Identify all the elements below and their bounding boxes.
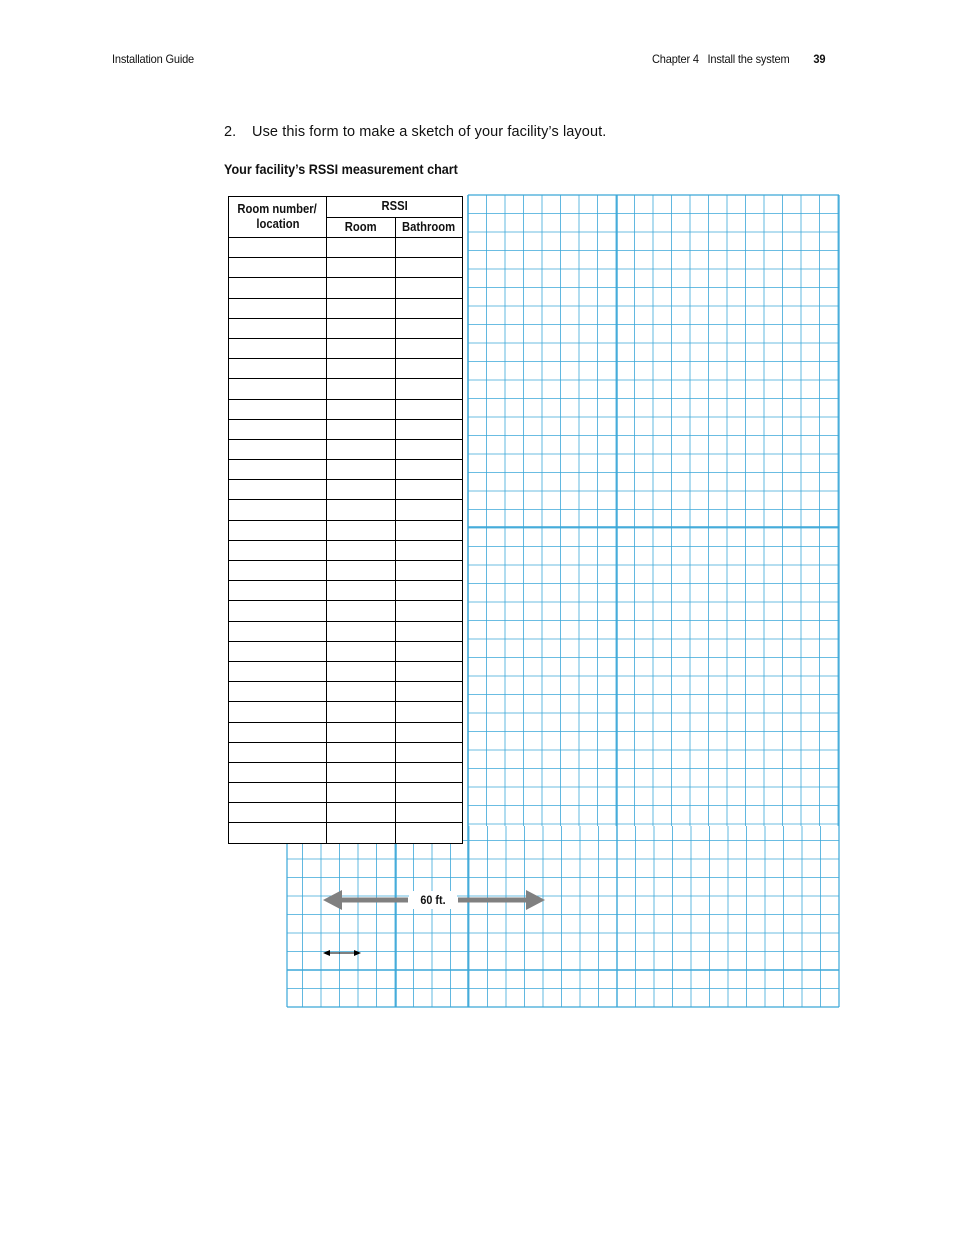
location-cell[interactable] (229, 702, 327, 722)
table-row (229, 278, 463, 298)
chart-title: Your facility’s RSSI measurement chart (224, 161, 458, 177)
location-cell[interactable] (229, 500, 327, 520)
location-cell[interactable] (229, 258, 327, 278)
room-rssi-cell[interactable] (327, 702, 396, 722)
location-cell[interactable] (229, 460, 327, 480)
table-row (229, 581, 463, 601)
room-rssi-cell[interactable] (327, 742, 396, 762)
cell-arrow-head-left (323, 950, 330, 956)
scale-label (409, 891, 457, 909)
rssi-measurement-table (228, 196, 463, 844)
bathroom-rssi-cell[interactable] (396, 823, 463, 843)
room-rssi-cell[interactable] (327, 601, 396, 621)
table-row (229, 823, 463, 843)
location-cell[interactable] (229, 561, 327, 581)
location-cell[interactable] (229, 359, 327, 379)
bathroom-rssi-cell[interactable] (396, 359, 463, 379)
room-location-header-line1: Room number/ (237, 202, 318, 216)
bathroom-rssi-cell[interactable] (396, 379, 463, 399)
room-rssi-cell[interactable] (327, 621, 396, 641)
running-header-title: Installation Guide (112, 52, 194, 66)
location-cell[interactable] (229, 540, 327, 560)
bathroom-rssi-cell[interactable] (396, 540, 463, 560)
location-cell[interactable] (229, 803, 327, 823)
bathroom-rssi-cell[interactable] (396, 298, 463, 318)
table-row (229, 561, 463, 581)
room-rssi-cell[interactable] (327, 399, 396, 419)
bathroom-rssi-cell[interactable] (396, 601, 463, 621)
bathroom-rssi-cell[interactable] (396, 318, 463, 338)
location-cell[interactable] (229, 722, 327, 742)
room-rssi-cell[interactable] (327, 540, 396, 560)
location-cell[interactable] (229, 661, 327, 681)
table-row (229, 803, 463, 823)
room-rssi-cell[interactable] (327, 439, 396, 459)
bathroom-rssi-cell[interactable] (396, 742, 463, 762)
table-row (229, 318, 463, 338)
location-cell[interactable] (229, 439, 327, 459)
table-row (229, 621, 463, 641)
step-text: Use this form to make a sketch of your facility’s layout. (252, 124, 607, 140)
table-row (229, 238, 463, 258)
table-row (229, 742, 463, 762)
location-cell[interactable] (229, 399, 327, 419)
location-cell[interactable] (229, 581, 327, 601)
room-rssi-cell[interactable] (327, 298, 396, 318)
bathroom-rssi-cell[interactable] (396, 803, 463, 823)
step-number: 2. (224, 124, 237, 140)
room-rssi-cell[interactable] (327, 682, 396, 702)
bathroom-rssi-cell[interactable] (396, 722, 463, 742)
table-row (229, 702, 463, 722)
table-row (229, 439, 463, 459)
location-cell[interactable] (229, 823, 327, 843)
location-cell[interactable] (229, 682, 327, 702)
room-rssi-cell[interactable] (327, 661, 396, 681)
table-row (229, 419, 463, 439)
table-row (229, 722, 463, 742)
location-cell[interactable] (229, 318, 327, 338)
room-rssi-cell[interactable] (327, 641, 396, 661)
room-rssi-cell[interactable] (327, 318, 396, 338)
table-row (229, 540, 463, 560)
table-row (229, 783, 463, 803)
location-cell[interactable] (229, 480, 327, 500)
bathroom-rssi-cell[interactable] (396, 419, 463, 439)
room-rssi-cell[interactable] (327, 359, 396, 379)
room-rssi-cell[interactable] (327, 500, 396, 520)
table-row (229, 460, 463, 480)
location-cell[interactable] (229, 238, 327, 258)
bathroom-rssi-cell[interactable] (396, 439, 463, 459)
bathroom-rssi-cell[interactable] (396, 480, 463, 500)
scale-label-text: 60 ft. (420, 893, 446, 907)
table-row (229, 379, 463, 399)
bathroom-rssi-cell[interactable] (396, 682, 463, 702)
room-rssi-cell[interactable] (327, 783, 396, 803)
bathroom-column-header: Bathroom (396, 217, 463, 238)
bathroom-rssi-cell[interactable] (396, 641, 463, 661)
table-row (229, 500, 463, 520)
room-location-header-line2: location (255, 217, 300, 231)
bathroom-rssi-cell[interactable] (396, 338, 463, 358)
location-cell[interactable] (229, 338, 327, 358)
table-row (229, 682, 463, 702)
room-rssi-cell[interactable] (327, 338, 396, 358)
room-location-header (229, 197, 327, 238)
bathroom-rssi-cell[interactable] (396, 702, 463, 722)
table-row (229, 661, 463, 681)
bathroom-rssi-cell[interactable] (396, 661, 463, 681)
table-row (229, 601, 463, 621)
location-cell[interactable] (229, 601, 327, 621)
bathroom-rssi-cell[interactable] (396, 258, 463, 278)
room-rssi-cell[interactable] (327, 258, 396, 278)
room-rssi-cell[interactable] (327, 762, 396, 782)
table-row (229, 359, 463, 379)
location-cell[interactable] (229, 641, 327, 661)
room-rssi-cell[interactable] (327, 561, 396, 581)
scale-arrow-head-left (323, 890, 342, 910)
table-row (229, 762, 463, 782)
bathroom-rssi-cell[interactable] (396, 500, 463, 520)
location-cell[interactable] (229, 621, 327, 641)
bathroom-rssi-cell[interactable] (396, 520, 463, 540)
room-column-header: Room (327, 217, 396, 238)
bathroom-rssi-cell[interactable] (396, 762, 463, 782)
location-cell[interactable] (229, 419, 327, 439)
location-cell[interactable] (229, 520, 327, 540)
location-cell[interactable] (229, 379, 327, 399)
table-row (229, 338, 463, 358)
scale-arrow-head-right (526, 890, 545, 910)
location-cell[interactable] (229, 742, 327, 762)
cell-arrow-head-right (354, 950, 361, 956)
room-rssi-cell[interactable] (327, 278, 396, 298)
location-cell[interactable] (229, 762, 327, 782)
room-rssi-cell[interactable] (327, 480, 396, 500)
room-rssi-cell[interactable] (327, 803, 396, 823)
table-row (229, 399, 463, 419)
page-number: 39 (813, 52, 826, 66)
room-rssi-cell[interactable] (327, 238, 396, 258)
bathroom-rssi-cell[interactable] (396, 783, 463, 803)
table-row (229, 641, 463, 661)
room-rssi-cell[interactable] (327, 379, 396, 399)
room-rssi-cell[interactable] (327, 520, 396, 540)
chapter-label: Chapter 4 Install the system (652, 52, 790, 66)
bathroom-rssi-cell[interactable] (396, 621, 463, 641)
room-rssi-cell[interactable] (327, 581, 396, 601)
rssi-group-header: RSSI (327, 197, 463, 218)
room-rssi-cell[interactable] (327, 722, 396, 742)
location-cell[interactable] (229, 278, 327, 298)
table-row (229, 520, 463, 540)
table-row (229, 480, 463, 500)
bathroom-rssi-cell[interactable] (396, 399, 463, 419)
bathroom-rssi-cell[interactable] (396, 278, 463, 298)
location-cell[interactable] (229, 783, 327, 803)
rssi-table-body (229, 238, 463, 844)
table-row (229, 258, 463, 278)
bathroom-rssi-cell[interactable] (396, 561, 463, 581)
bathroom-rssi-cell[interactable] (396, 581, 463, 601)
bathroom-rssi-cell[interactable] (396, 238, 463, 258)
room-rssi-cell[interactable] (327, 823, 396, 843)
room-rssi-cell[interactable] (327, 419, 396, 439)
table-row (229, 298, 463, 318)
location-cell[interactable] (229, 298, 327, 318)
room-rssi-cell[interactable] (327, 460, 396, 480)
bathroom-rssi-cell[interactable] (396, 460, 463, 480)
